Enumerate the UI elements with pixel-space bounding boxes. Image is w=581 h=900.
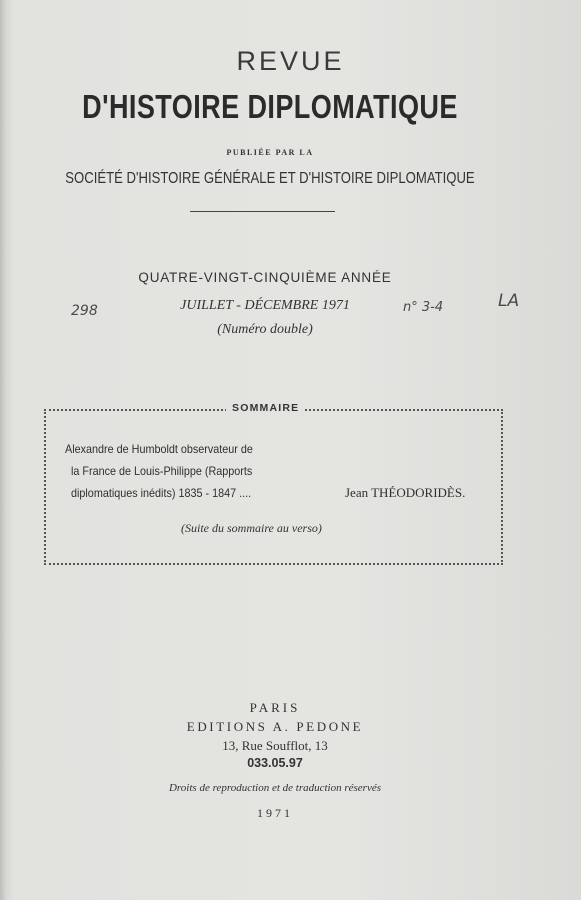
sommaire-author: Jean THÉODORIDÈS. [345, 485, 466, 500]
sommaire-continued-note: (Suite du sommaire au verso) [181, 521, 322, 535]
rights-notice: Droits de reproduction et de traduction réservés [168, 782, 382, 794]
handwritten-note-far-right: LA [498, 291, 520, 311]
journal-revue-word: REVUE [236, 46, 345, 76]
publisher-city: PARIS [249, 700, 301, 715]
handwritten-note-left: 298 [71, 303, 98, 319]
journal-title: D'HISTOIRE DIPLOMATIQUE [82, 88, 458, 125]
handwritten-note-right: n° 3-4 [403, 300, 444, 315]
sommaire-entry-line-3: diplomatiques inédits) 1835 - 1847 .... [71, 486, 252, 500]
sommaire-entry-line-2: la France de Louis-Philippe (Rapports [71, 464, 253, 478]
published-by-label: PUBLIÉE PAR LA [226, 148, 314, 157]
issue-number-note: (Numéro double) [217, 322, 313, 337]
publisher-phone: 033.05.97 [247, 756, 303, 770]
issue-period: JUILLET - DÉCEMBRE 1971 [180, 298, 350, 313]
publisher-name: EDITIONS A. PEDONE [186, 719, 364, 734]
issue-year-label: QUATRE-VINGT-CINQUIÈME ANNÉE [138, 270, 392, 285]
society-name: SOCIÉTÉ D'HISTOIRE GÉNÉRALE ET D'HISTOIRE DIPLOMATIQUE [65, 170, 475, 187]
publication-year: 1971 [257, 806, 293, 820]
title-divider [190, 211, 335, 212]
sommaire-entry-line-1: Alexandre de Humboldt observateur de [65, 442, 253, 456]
publisher-address: 13, Rue Soufflot, 13 [222, 738, 328, 753]
sommaire-label: SOMMAIRE [226, 402, 305, 414]
